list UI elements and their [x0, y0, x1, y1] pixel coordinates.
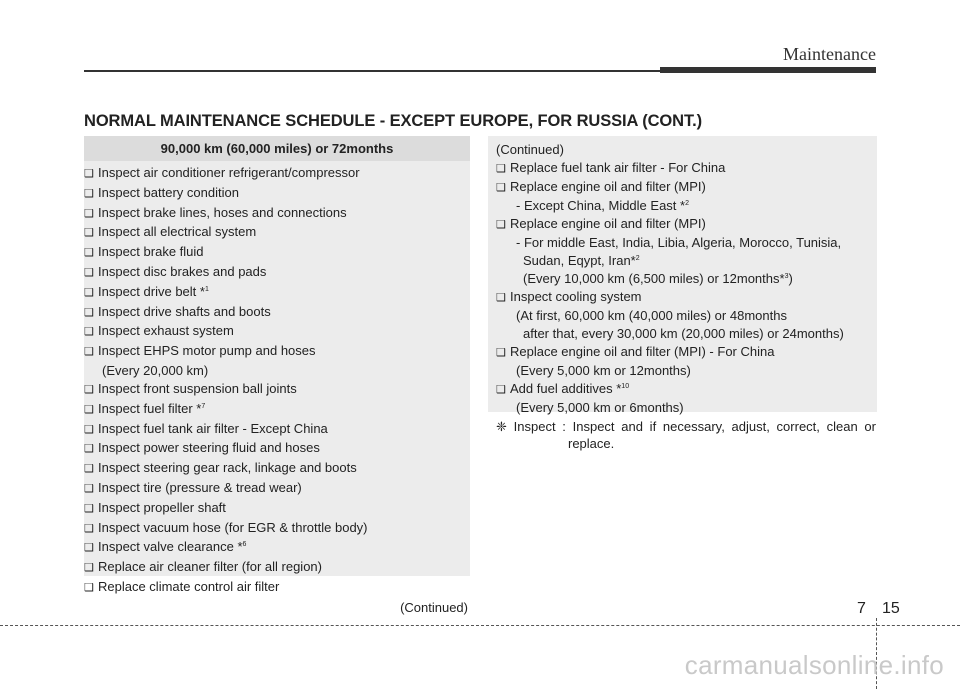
right-checklist [488, 136, 877, 417]
footer-rule [0, 625, 960, 626]
list-subitem: - For middle East, India, Libia, Algeria, Morocco, Tunisia, [516, 235, 842, 250]
checkbox-icon: ❑ [84, 562, 94, 575]
page-header-title: Maintenance [783, 44, 876, 64]
continued-label: (Continued) [496, 142, 564, 157]
footnote-ref: 7 [201, 402, 206, 410]
footnote-ref: 3 [784, 273, 789, 280]
list-item: ❑ Inspect exhaust system [84, 322, 470, 342]
list-item: ❑ Replace fuel tank air filter - For China [496, 159, 877, 178]
watermark: carmanualsonline.info [684, 650, 944, 680]
checkbox-icon: ❑ [84, 403, 94, 416]
checkbox-icon: ❑ [496, 384, 506, 396]
list-item: ❑ Inspect all electrical system [84, 223, 470, 243]
checkbox-icon: ❑ [84, 502, 94, 515]
checkbox-icon: ❑ [84, 423, 94, 436]
checkbox-icon: ❑ [84, 443, 94, 456]
list-item: ❑ Inspect fuel tank air filter - Except China [84, 420, 470, 440]
checkbox-icon: ❑ [84, 542, 94, 555]
note-line: replace. [568, 436, 615, 451]
footnote-ref: 2 [635, 255, 640, 262]
footnote-ref: 2 [685, 200, 689, 207]
checkbox-icon: ❑ [84, 286, 94, 299]
footnote-ref: 1 [204, 285, 209, 293]
checkbox-icon: ❑ [496, 292, 506, 304]
inspect-note [496, 418, 876, 452]
checkbox-icon: ❑ [84, 346, 94, 359]
note-symbol-icon: ❈ [496, 419, 507, 434]
checkbox-icon: ❑ [84, 463, 94, 476]
header-rule [84, 70, 660, 72]
checkbox-icon: ❑ [84, 581, 94, 594]
interval-heading: 90,000 km (60,000 miles) or 72months [84, 136, 470, 161]
right-schedule-panel [488, 136, 877, 415]
list-item: ❑ Inspect brake lines, hoses and connections [84, 204, 470, 224]
list-item: ❑ Inspect disc brakes and pads [84, 263, 470, 283]
list-item: ❑ Inspect tire (pressure & tread wear) [84, 479, 470, 499]
list-item: ❑ Replace engine oil and filter (MPI) [496, 215, 877, 234]
checkbox-icon: ❑ [496, 347, 506, 359]
list-item: ❑ Replace air cleaner filter (for all region) [84, 558, 470, 578]
list-item: ❑ Inspect battery condition [84, 184, 470, 204]
page-number: 15 [882, 600, 900, 617]
checkbox-icon: ❑ [84, 187, 94, 200]
list-item: ❑ Inspect valve clearance *$^6$ [84, 538, 470, 558]
list-subitem: after that, every 30,000 km (20,000 miles) or 24months) [523, 326, 844, 341]
note-line: ❈ Inspect : Inspect and if necessary, adjust, correct, clean or [496, 419, 876, 434]
footnote-ref: 10 [621, 383, 630, 390]
list-item: ❑ Inspect cooling system [496, 288, 877, 307]
checkbox-icon: ❑ [84, 227, 94, 240]
section-title: NORMAL MAINTENANCE SCHEDULE - EXCEPT EUROPE, FOR RUSSIA (CONT.) [84, 112, 702, 130]
checkbox-icon: ❑ [84, 207, 94, 220]
left-checklist [84, 161, 470, 617]
checkbox-icon: ❑ [84, 168, 94, 180]
list-item: ❑ Inspect front suspension ball joints [84, 380, 470, 400]
continued-label: (Continued) [400, 599, 468, 615]
list-item: ❑ Inspect EHPS motor pump and hoses [84, 342, 470, 362]
list-item: ❑ Inspect drive belt *$^1$ [84, 283, 470, 303]
list-item: ❑ Add fuel additives *$^{10}$ [496, 380, 877, 399]
checkbox-icon: ❑ [84, 522, 94, 535]
footnote-ref: 6 [242, 541, 247, 549]
list-item: ❑ Replace engine oil and filter (MPI) - For China [496, 343, 877, 362]
checkbox-icon: ❑ [496, 163, 506, 175]
checkbox-icon: ❑ [84, 247, 94, 260]
list-item: ❑ Replace climate control air filter [84, 578, 470, 598]
checkbox-icon: ❑ [84, 306, 94, 319]
list-subitem: (Every 5,000 km or 12months) [516, 363, 691, 378]
list-subitem: - Except China, Middle East *$^2$ [516, 198, 689, 213]
left-schedule-panel [84, 136, 470, 615]
list-subitem: (At first, 60,000 km (40,000 miles) or 48months [516, 308, 787, 323]
checkbox-icon: ❑ [84, 482, 94, 495]
list-item: ❑ Inspect drive shafts and boots [84, 303, 470, 323]
list-item: ❑ Inspect vacuum hose (for EGR & throttle body) [84, 519, 470, 539]
list-subitem: Sudan, Eqypt, Iran*$^2$ [523, 253, 640, 268]
header-rule-accent [660, 67, 876, 73]
list-subitem: (Every 10,000 km (6,500 miles) or 12months*$^3$) [523, 271, 793, 286]
list-item: ❑ Inspect propeller shaft [84, 499, 470, 519]
list-subitem: (Every 5,000 km or 6months) [516, 400, 684, 415]
chapter-number: 7 [857, 600, 866, 617]
list-item: ❑ Inspect brake fluid [84, 243, 470, 263]
list-item: ❑ Inspect steering gear rack, linkage and boots [84, 459, 470, 479]
list-item: ❑ Inspect air conditioner refrigerant/compressor [84, 164, 470, 184]
checkbox-icon: ❑ [84, 326, 94, 339]
checkbox-icon: ❑ [84, 383, 94, 396]
list-item: ❑ Replace engine oil and filter (MPI) [496, 178, 877, 197]
list-item: ❑ Inspect power steering fluid and hoses [84, 439, 470, 459]
list-item: ❑ Inspect fuel filter *$^7$ [84, 400, 470, 420]
checkbox-icon: ❑ [496, 219, 506, 231]
checkbox-icon: ❑ [84, 266, 94, 279]
checkbox-icon: ❑ [496, 182, 506, 194]
ehps-interval: (Every 20,000 km) [102, 362, 209, 378]
